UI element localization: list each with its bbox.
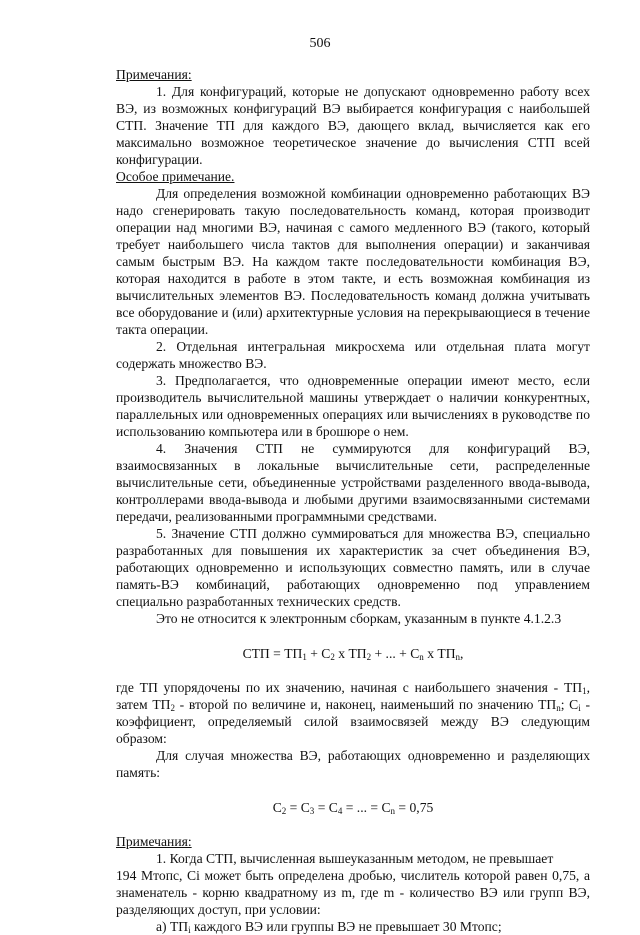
- coefficient-formula: $С_2 = С_3 = С_4$ = ... = $С_n = 0,75$: [272, 800, 434, 816]
- note-2-1-first-line: 1. Когда СТП, вычисленная вышеуказанным методом, не превышает: [156, 851, 554, 866]
- condition-a: а) $ТП_i$ каждого ВЭ или группы ВЭ не превышает 30 Мтопс;: [156, 919, 502, 935]
- special-note-heading: Особое примечание.: [116, 169, 235, 184]
- note-5: 5. Значение СТП должно суммироваться для множества ВЭ, специально разработанных для повышения их характеристик за счет объединения ВЭ, работающих одновременно и использующих совместно память, или в случае память-ВЭ комбинаций, работающих одновременно под управлением специально разработанных технических средств.: [116, 526, 590, 609]
- note-2-1-continued: 194 Мтопс, Сi может быть определена дробью, числитель которой равен 0,75, а знаменатель - корню квадратному из m, где m - количество ВЭ или групп ВЭ, разделяющих доступ, при условии:: [116, 868, 590, 917]
- page-body: [116, 66, 590, 935]
- not-applies-text: Это не относится к электронным сборкам, указанным в пункте 4.1.2.3: [156, 611, 562, 626]
- notes-2-heading: Примечания:: [116, 834, 192, 849]
- notes-heading: Примечания:: [116, 67, 192, 82]
- page-number: 506: [309, 36, 331, 51]
- ctp-formula: СТП = $ТП_1 + С_2$ х $ТП_2$ + ... + $С_n$ х $ТП_n$,: [242, 646, 464, 662]
- shared-memory-text: Для случая множества ВЭ, работающих одновременно и разделяющих память:: [116, 748, 590, 780]
- note-1: 1. Для конфигураций, которые не допускают одновременно работу всех ВЭ, из возможных конфигураций ВЭ выбирается конфигурация с наибольшей СТП. Значение ТП для каждого ВЭ, дающего вклад, вычисляется как его максимально возможное теоретическое значение до вычисления СТП всей конфигурации.: [116, 84, 590, 167]
- note-4: 4. Значения СТП не суммируются для конфигураций ВЭ, взаимосвязанных в локальные вычислительные сети, распределенные вычислительные сети, объединенные устройствами разделенного ввода-вывода, контроллерами ввода-вывода и любыми другими взаимосвязанными системами передачи, реализованными программными средствами.: [116, 441, 590, 524]
- note-3: 3. Предполагается, что одновременные операции имеют место, если производитель вычислительной машины утверждает о наличии конкурентных, параллельных или одновременных операциях или вычислениях в руководстве по использованию компьютера или в брошюре о нем.: [116, 373, 590, 439]
- note-2: 2. Отдельная интегральная микросхема или отдельная плата могут содержать множество ВЭ.: [116, 339, 590, 371]
- special-note-text: Для определения возможной комбинации одновременно работающих ВЭ надо сгенерировать такую последовательность команд, которая производит операции над многими ВЭ, начиная с самого медленного ВЭ (такого, который требует наибольшего числа тактов для выполнения операции) и заканчивая самым быстрым ВЭ. На каждом такте последовательности комбинация ВЭ, которая находится в работе в этом такте, и есть возможная комбинация из вычислительных элементов ВЭ. Последовательность команд должна учитывать все оборудование и (или) архитектурные условия на перекрывающиеся в течение такта операции.: [116, 186, 590, 337]
- where-explanation: где ТП упорядочены по их значению, начиная с наибольшего значения - $ТП_1$, затем $ТП_2$ - второй по величине и, наконец, наименьший по значению $ТП_n$; $С_i$ - коэффициент, определяемый силой взаимосвязей между ВЭ следующим образом:: [116, 680, 590, 746]
